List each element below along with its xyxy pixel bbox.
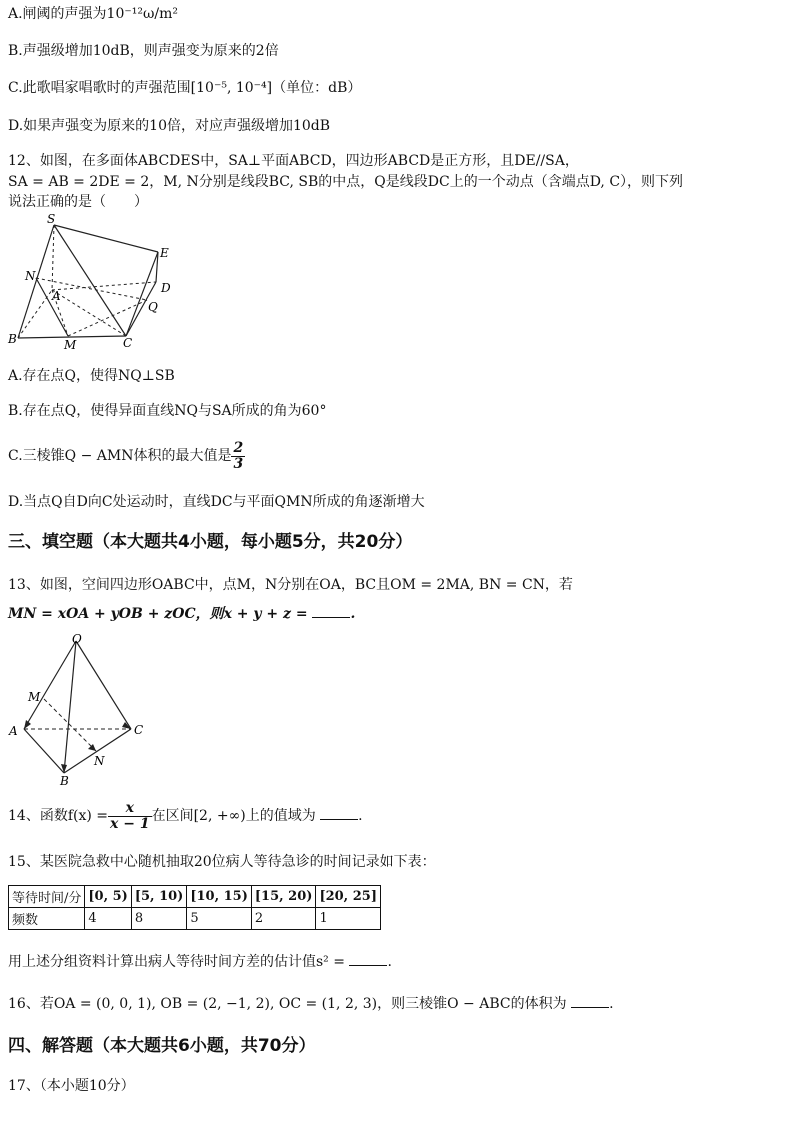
q14-period: . bbox=[358, 808, 363, 824]
q13-label-m: M bbox=[28, 690, 41, 704]
q12-option-c-denominator: 3 bbox=[233, 455, 244, 472]
section3-heading: 三、填空题（本大题共4小题，每小题5分，共20分） bbox=[8, 532, 413, 552]
table-row bbox=[9, 886, 381, 908]
q12-label-n: N bbox=[25, 269, 36, 283]
q16-answer-blank[interactable] bbox=[571, 995, 609, 1008]
q12-option-c bbox=[8, 440, 245, 472]
q16-stem bbox=[8, 994, 614, 1014]
q15-frequency-table bbox=[8, 885, 381, 930]
table-header-cell: [5, 10) bbox=[131, 886, 187, 908]
q12-label-m: M bbox=[64, 338, 77, 352]
q12-stem-line2: SA = AB = 2DE = 2，M, N分别是线段BC, SB的中点，Q是线段DC上的一个动点（含端点D, C），则下列 bbox=[8, 174, 684, 190]
q14-denominator: x − 1 bbox=[110, 815, 150, 832]
q11-option-b: B.声强级增加10dB，则声强变为原来的2倍 bbox=[8, 43, 279, 59]
q12-polyhedron-figure bbox=[6, 212, 186, 352]
q15-period: . bbox=[387, 954, 392, 970]
table-cell: 4 bbox=[85, 908, 131, 930]
q13-tetrahedron-figure bbox=[6, 633, 156, 785]
table-header-cell: [15, 20) bbox=[251, 886, 316, 908]
table-header-cell: [20, 25] bbox=[316, 886, 381, 908]
q11-option-a: A.闸阈的声强为10⁻¹²ω/m² bbox=[8, 6, 179, 22]
q12-label-c: C bbox=[123, 336, 133, 350]
q13-period: . bbox=[350, 606, 356, 622]
section4-heading: 四、解答题（本大题共6小题，共70分） bbox=[8, 1036, 316, 1056]
q13-stem-line1: 13、如图，空间四边形OABC中，点M，N分别在OA，BC且OM = 2MA, BN = CN，若 bbox=[8, 577, 573, 593]
q14-fraction bbox=[108, 801, 152, 832]
q12-label-a: A bbox=[52, 289, 61, 303]
table-header-cell: 等待时间/分 bbox=[9, 886, 85, 908]
q12-option-a: A.存在点Q，使得NQ⊥SB bbox=[8, 368, 175, 384]
q12-stem-line1: 12、如图，在多面体ABCDES中，SA⊥平面ABCD，四边形ABCD是正方形，且DE//SA， bbox=[8, 153, 579, 169]
q13-stem-line2 bbox=[8, 604, 355, 624]
q12-label-e: E bbox=[160, 246, 169, 260]
q13-label-n: N bbox=[94, 754, 105, 768]
table-cell: 5 bbox=[187, 908, 252, 930]
q14-numerator: x bbox=[108, 801, 152, 817]
q14-stem bbox=[8, 800, 363, 832]
q15-answer-blank[interactable] bbox=[349, 953, 387, 966]
q12-label-s: S bbox=[47, 212, 56, 226]
q13-label-a: A bbox=[9, 724, 18, 738]
table-header-cell: [0, 5) bbox=[85, 886, 131, 908]
q12-option-c-numerator: 2 bbox=[233, 439, 244, 456]
q12-label-b: B bbox=[8, 332, 17, 346]
q12-option-b: B.存在点Q，使得异面直线NQ与SA所成的角为60° bbox=[8, 403, 327, 419]
q12-stem-line3: 说法正确的是（ ） bbox=[8, 194, 148, 210]
table-cell: 8 bbox=[131, 908, 187, 930]
q15-stem: 15、某医院急救中心随机抽取20位病人等待急诊的时间记录如下表： bbox=[8, 854, 436, 870]
q13-label-c: C bbox=[134, 723, 144, 737]
q16-text: 16、若OA = (0, 0, 1), OB = (2, −1, 2), OC = (1, 2, 3)，则三棱锥O − ABC的体积为 bbox=[8, 996, 567, 1012]
q14-suffix: 在区间[2, +∞)上的值域为 bbox=[151, 808, 316, 824]
q11-option-d: D.如果声强变为原来的10倍，对应声强级增加10dB bbox=[8, 118, 331, 134]
table-header-cell: [10, 15) bbox=[187, 886, 252, 908]
q11-option-c: C.此歌唱家唱歌时的声强范围[10⁻⁵, 10⁻⁴]（单位：dB） bbox=[8, 80, 362, 96]
q12-option-c-fraction bbox=[231, 441, 245, 472]
q13-vector-equation: MN = xOA + yOB + zOC，则x + y + z = bbox=[8, 606, 308, 622]
q12-label-q: Q bbox=[148, 300, 158, 314]
q14-answer-blank[interactable] bbox=[320, 807, 358, 820]
q15-variance-line bbox=[8, 952, 392, 972]
q16-period: . bbox=[609, 996, 614, 1012]
q13-label-b: B bbox=[60, 774, 69, 785]
table-cell: 1 bbox=[316, 908, 381, 930]
q14-prefix: 14、函数f(x) = bbox=[8, 808, 108, 824]
table-cell: 2 bbox=[251, 908, 316, 930]
table-cell: 频数 bbox=[9, 908, 85, 930]
q13-label-o: O bbox=[72, 633, 82, 646]
table-row bbox=[9, 908, 381, 930]
q13-answer-blank[interactable] bbox=[312, 605, 350, 618]
q17-heading: 17、（本小题10分） bbox=[8, 1078, 135, 1094]
q12-option-c-text: C.三棱锥Q − AMN体积的最大值是 bbox=[8, 448, 232, 464]
q15-variance-text: 用上述分组资料计算出病人等待时间方差的估计值s² = bbox=[8, 954, 345, 970]
q12-label-d: D bbox=[161, 281, 171, 295]
q12-option-d: D.当点Q自D向C处运动时，直线DC与平面QMN所成的角逐渐增大 bbox=[8, 494, 425, 510]
